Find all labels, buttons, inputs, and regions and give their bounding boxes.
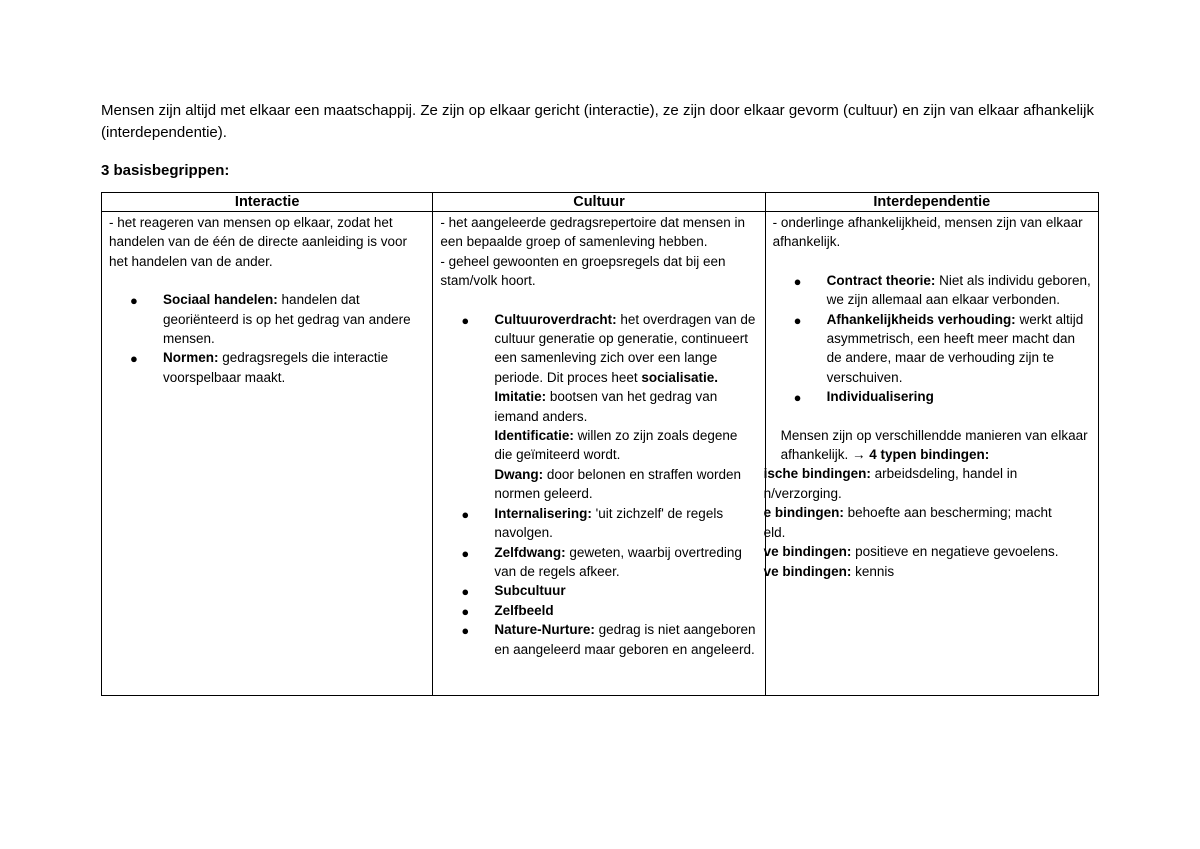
cultuur-bullets [440,310,758,388]
sub-term: Dwang: [494,466,544,482]
bullet-icon: ● [461,623,470,639]
binding-line [764,484,1092,503]
cultuur-bullets-2 [440,504,758,659]
binding-line [764,503,1092,522]
sub-item [440,387,758,426]
bullet-icon: ● [130,293,138,309]
interactie-bullets [109,290,426,387]
bullet-icon: ● [461,584,470,600]
header-interdependentie: Interdependentie [765,193,1098,212]
bullet-icon: ● [793,273,802,289]
intro-block [101,100,1101,182]
bullet-term: Zelfbeeld [494,602,554,618]
cell-cultuur [433,212,765,696]
bullet-term: Normen: [163,350,219,366]
list-item [440,620,758,659]
binding-text: behoefte aan bescherming; macht [843,505,1052,521]
note-text: Mensen zijn op verschillendde manieren van elkaar afhankelijk. [780,427,1088,463]
list-item [440,601,758,620]
list-item [440,310,758,388]
binding-text: n/verzorging. [763,485,842,501]
bullet-icon: ● [793,390,802,406]
list-item [440,504,758,543]
bullet-term: Sociaal handelen: [163,292,278,308]
bullet-icon: ● [461,312,470,328]
list-item [440,543,758,582]
binding-text: eld. [763,524,786,540]
binding-term: ische bindingen: [763,466,871,482]
section-heading: 3 basisbegrippen: [101,162,230,179]
note-bold: 4 typen bindingen: [865,447,990,463]
list-item [440,581,758,600]
bullet-icon: ● [130,351,138,367]
bullet-term: socialisatie. [641,369,718,385]
list-item [109,290,426,348]
bindingen-note [773,426,1092,465]
sub-term: Identificatie: [494,428,574,444]
header-cultuur: Cultuur [433,193,765,212]
binding-term: ve bindingen: [763,563,852,579]
arrow-right-icon: → [851,447,866,463]
bullet-text: gedragsregels die interactie voorspelbaar maakt. [163,350,389,385]
bullet-term: Afhankelijkheids verhouding: [826,311,1016,327]
binding-term: e bindingen: [763,505,844,521]
bullet-text: geweten, waarbij overtreding van de regels afkeer. [494,544,742,579]
sub-text: willen zo zijn zoals degene die geïmiteerd wordt. [494,428,738,463]
binding-line [764,542,1092,561]
table-header-row [102,193,1099,212]
bullet-term: Nature-Nurture: [494,622,595,638]
binding-text: arbeidsdeling, handel in [870,466,1018,482]
bullet-term: Cultuuroverdracht: [494,311,617,327]
cell-interactie [102,212,433,696]
bullet-text: het overdragen van de cultuur generatie op generatie, continueert een samenleving zich over een lange periode. Dit proces heet [494,311,756,385]
sub-text: door belonen en straffen worden normen geleerd. [494,466,741,502]
bullet-icon: ● [461,506,470,522]
bullet-text: Niet als individu geboren, we zijn allemaal aan elkaar verbonden. [826,272,1091,308]
table-row [102,212,1099,696]
interdependentie-definition: - onderlinge afhankelijkheid, mensen zijn van elkaar afhankelijk. [772,215,1083,250]
bullet-text: handelen dat georiënteerd is op het gedrag van andere mensen. [163,292,411,347]
interdependentie-bullets [773,271,1092,407]
bullet-icon: ● [461,603,470,619]
binding-text: positieve en negatieve gevoelens. [851,544,1059,560]
bullet-term: Contract theorie: [826,272,936,288]
list-item [773,271,1092,310]
binding-text: kennis [851,563,895,579]
cultuur-definition-2: - geheel gewoonten en groepsregels dat bij een stam/volk hoort. [440,253,726,289]
list-item [773,387,1092,406]
concepts-table [101,192,1099,696]
list-item [109,348,426,387]
bullet-text: gedrag is niet aangeboren en aangeleerd maar geboren en angeleerd. [494,622,756,657]
binding-line [764,464,1092,483]
bullet-term: Zelfdwang: [494,544,566,560]
list-item [773,310,1092,388]
bullet-term: Subcultuur [494,583,566,599]
sub-item [440,465,758,504]
intro-paragraph: Mensen zijn altijd met elkaar een maatschappij. Ze zijn op elkaar gericht (interactie), ze zijn door elkaar gevorm (cultuur) en zijn van elkaar afhankelijk (interdependentie). [101,102,1094,141]
interactie-definition: - het reageren van mensen op elkaar, zodat het handelen van de één de directe aanleiding is voor het handelen van de ander. [109,215,407,269]
binding-term: ve bindingen: [763,544,852,560]
binding-line [764,523,1092,542]
bullet-icon: ● [793,312,802,328]
bullet-icon: ● [461,545,470,561]
cell-interdependentie [765,212,1098,696]
bullet-term: Individualisering [826,389,934,405]
sub-item [440,426,758,465]
cultuur-definition-1: - het aangeleerde gedragsrepertoire dat mensen in een bepaalde groep of samenleving hebben. [440,215,746,250]
header-interactie: Interactie [102,193,433,212]
binding-line [764,562,1092,581]
sub-text: bootsen van het gedrag van iemand anders. [494,389,718,424]
bullet-text: werkt altijd asymmetrisch, een heeft meer macht dan de andere, maar de verhouding zijn te verschuiven. [826,311,1084,385]
bullet-term: Internalisering: [494,505,592,521]
bullet-text: 'uit zichzelf' de regels navolgen. [494,505,724,541]
sub-term: Imitatie: [494,389,547,405]
